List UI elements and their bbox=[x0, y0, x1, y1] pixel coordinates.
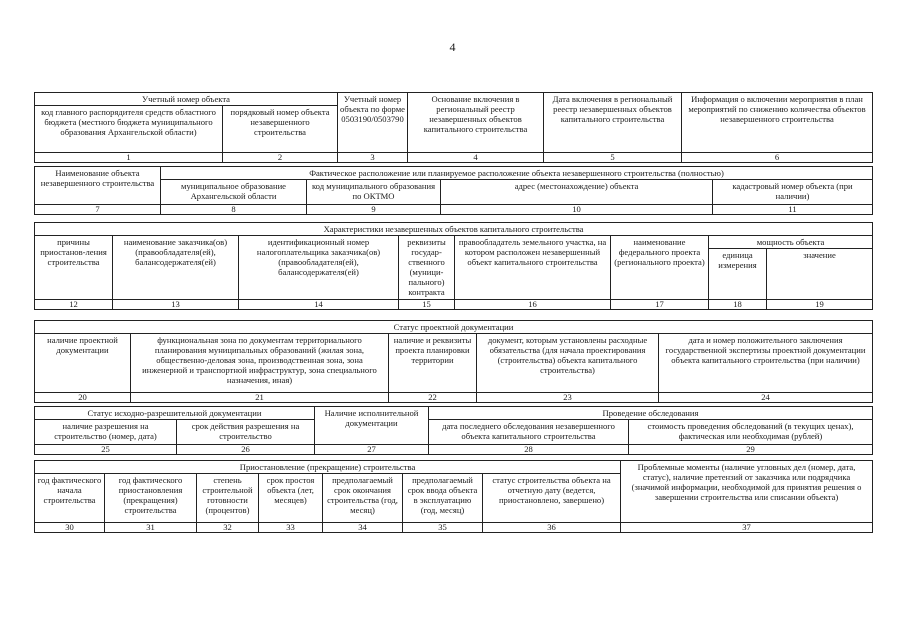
suspension-title: Приостановление (прекращение) строительства bbox=[35, 461, 621, 474]
rekvizity-header: реквизиты государ-ственного (муници-пального) контракта bbox=[399, 236, 455, 300]
block-characteristics bbox=[34, 222, 872, 310]
col-num: 12 bbox=[35, 300, 113, 310]
col-num: 34 bbox=[323, 523, 403, 533]
status-ird-header: Статус исходно-разрешительной документации bbox=[35, 407, 315, 420]
status-header: статус строительства объекта на отчетную дату (ведется, приостановлено, завершено) bbox=[483, 474, 621, 523]
col-num: 18 bbox=[709, 300, 767, 310]
poryad-header: порядковый номер объекта незавершенного строительства bbox=[223, 106, 338, 153]
col-num: 3 bbox=[338, 153, 408, 163]
col-num: 6 bbox=[682, 153, 873, 163]
block-location bbox=[34, 166, 872, 215]
uchet-nomer-header: Учетный номер объекта bbox=[35, 93, 338, 106]
col-num: 2 bbox=[223, 153, 338, 163]
page-number: 4 bbox=[449, 40, 456, 54]
zakl-header: дата и номер положительного заключения государственной экспертизы проектной документации объекта капитального строительства (при наличии) bbox=[659, 334, 873, 393]
info-header: Информация о включении мероприятия в план мероприятий по снижению количества объектов незавершенного строительства bbox=[682, 93, 873, 153]
kadastr-header: кадастровый номер объекта (при наличии) bbox=[713, 180, 873, 205]
docs-title: Статус проектной документации bbox=[35, 321, 873, 334]
obsled-header: Проведение обследования bbox=[429, 407, 873, 420]
data-obsled-header: дата последнего обследования незавершенного объекта капитального строительства bbox=[429, 420, 629, 445]
block-registration bbox=[34, 92, 872, 163]
col-num: 10 bbox=[441, 205, 713, 215]
nalichie-header: наличие проектной документации bbox=[35, 334, 131, 393]
srok-okonch-header: предполагаемый срок окончания строительства (год, месяц) bbox=[323, 474, 403, 523]
col-num: 16 bbox=[455, 300, 611, 310]
srok-vvoda-header: предполагаемый срок ввода объекта в эксплуатацию (год, месяц) bbox=[403, 474, 483, 523]
col-num: 24 bbox=[659, 393, 873, 403]
prichiny-header: причины приостанов-ления строительства bbox=[35, 236, 113, 300]
col-num: 35 bbox=[403, 523, 483, 533]
col-num: 1 bbox=[35, 153, 223, 163]
col-num: 7 bbox=[35, 205, 161, 215]
uchet-forma-header: Учетный номер объекта по форме 0503190/0503790 bbox=[338, 93, 408, 153]
stoimost-header: стоимость проведения обследований (в текущих ценах), фактическая или необходимая (рублей) bbox=[629, 420, 873, 445]
srok-prostoya-header: срок простоя объекта (лет, месяцев) bbox=[259, 474, 323, 523]
god-nach-header: год фактического начала строительства bbox=[35, 474, 105, 523]
block-project-docs bbox=[34, 320, 872, 403]
col-num: 21 bbox=[131, 393, 389, 403]
col-num: 28 bbox=[429, 445, 629, 455]
col-num: 4 bbox=[408, 153, 544, 163]
zona-header: функциональная зона по документам территориального планирования муниципальных образований (жилая зона, общественно-деловая зона, производственная зона, зона инженерной и транспортной инфраструктур, зона специального назначения, иная) bbox=[131, 334, 389, 393]
col-num: 27 bbox=[315, 445, 429, 455]
data-vkl-header: Дата включения в региональный реестр незавершенных объектов капитального строительства bbox=[544, 93, 682, 153]
block-suspension bbox=[34, 460, 872, 533]
mo-header: муниципальное образование Архангельской области bbox=[161, 180, 307, 205]
col-num: 8 bbox=[161, 205, 307, 215]
fakt-header: Фактическое расположение или планируемое расположение объекта незавершенного строительства (полностью) bbox=[161, 167, 873, 180]
col-num: 17 bbox=[611, 300, 709, 310]
col-num: 31 bbox=[105, 523, 197, 533]
char-title: Характеристики незавершенных объектов капитального строительства bbox=[35, 223, 873, 236]
naim-header: Наименование объекта незавершенного строительства bbox=[35, 167, 161, 205]
razresh-header: наличие разрешения на строительство (номер, дата) bbox=[35, 420, 177, 445]
ispoln-header: Наличие исполнительной документации bbox=[315, 407, 429, 445]
proekt-header: наименование федерального проекта (регионального проекта) bbox=[611, 236, 709, 300]
pravoobl-header: правообладатель земельного участка, на котором расположен незавершенный объект капитального строительства bbox=[455, 236, 611, 300]
znachenie-header: значение bbox=[767, 249, 873, 300]
god-prio-header: год фактического приостановления (прекращения) строительства bbox=[105, 474, 197, 523]
oktmo-header: код муниципального образования по ОКТМО bbox=[307, 180, 441, 205]
col-num: 33 bbox=[259, 523, 323, 533]
adres-header: адрес (местонахождение) объекта bbox=[441, 180, 713, 205]
col-num: 37 bbox=[621, 523, 873, 533]
col-num: 13 bbox=[113, 300, 239, 310]
col-num: 22 bbox=[389, 393, 477, 403]
col-num: 14 bbox=[239, 300, 399, 310]
block-permits bbox=[34, 406, 872, 455]
osnovanie-header: Основание включения в региональный реестр незавершенных объектов капитального строительства bbox=[408, 93, 544, 153]
col-num: 36 bbox=[483, 523, 621, 533]
col-num: 20 bbox=[35, 393, 131, 403]
col-num: 9 bbox=[307, 205, 441, 215]
problemy-header: Проблемные моменты (наличие угловных дел (номер, дата, статус), наличие претензий от заказчика или подрядчика (значимой информации, необходимой для принятия решения о завершении строительства или списании объекта) bbox=[621, 461, 873, 523]
col-num: 19 bbox=[767, 300, 873, 310]
col-num: 26 bbox=[177, 445, 315, 455]
edinica-header: единица измерения bbox=[709, 249, 767, 300]
col-num: 30 bbox=[35, 523, 105, 533]
moshchnost-header: мощность объекта bbox=[709, 236, 873, 249]
dokument-header: документ, которым установлены расходные обязательства (для начала проектирования (строительства) объекта капитального строительства) bbox=[477, 334, 659, 393]
col-num: 11 bbox=[713, 205, 873, 215]
col-num: 32 bbox=[197, 523, 259, 533]
col-num: 5 bbox=[544, 153, 682, 163]
col-num: 15 bbox=[399, 300, 455, 310]
kod-gl-header: код главного распорядителя средств областного бюджета (местного бюджета муниципального образования Архангельской области) bbox=[35, 106, 223, 153]
inn-header: идентификационный номер налогоплательщика заказчика(ов) (правообладателя(ей), балансодержателя(ей) bbox=[239, 236, 399, 300]
col-num: 25 bbox=[35, 445, 177, 455]
zakazchik-header: наименование заказчика(ов) (правообладателя(ей), балансодержателя(ей) bbox=[113, 236, 239, 300]
col-num: 29 bbox=[629, 445, 873, 455]
stepen-header: степень строительной готовности (процентов) bbox=[197, 474, 259, 523]
col-num: 23 bbox=[477, 393, 659, 403]
planirovka-header: наличие и реквизиты проекта планировки территории bbox=[389, 334, 477, 393]
srok-razresh-header: срок действия разрешения на строительство bbox=[177, 420, 315, 445]
